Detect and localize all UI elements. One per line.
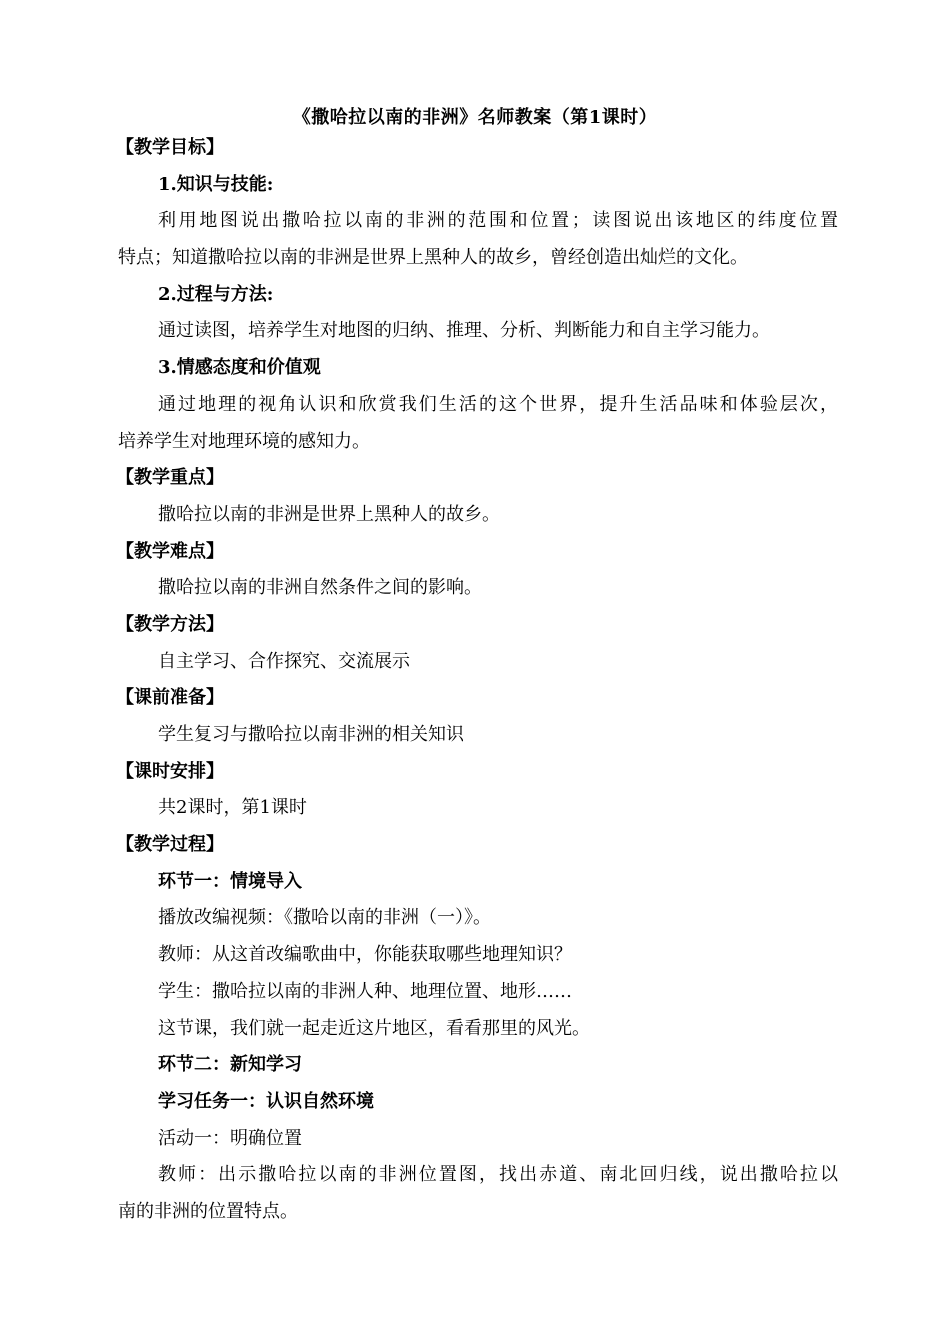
paragraph-schedule: 共2课时，第1课时	[158, 797, 307, 819]
section-heading-difficulty: 【教学难点】	[116, 540, 224, 562]
section-heading-process: 【教学过程】	[116, 834, 224, 856]
subheading-attitude: 3.情感态度和价值观	[158, 357, 321, 379]
document-title: 《撒哈拉以南的非洲》名师教案（第1课时）	[292, 107, 658, 128]
paragraph-activity1: 活动一：明确位置	[158, 1127, 302, 1149]
section-heading-objectives: 【教学目标】	[116, 137, 224, 158]
section-heading-preparation: 【课前准备】	[116, 687, 224, 709]
paragraph-knowledge-line1: 利用地图说出撒哈拉以南的非洲的范围和位置；读图说出该地区的纬度位置	[158, 210, 838, 232]
document-body	[118, 130, 838, 1231]
section-heading-method: 【教学方法】	[116, 613, 224, 635]
paragraph-attitude-line1: 通过地理的视角认识和欣赏我们生活的这个世界，提升生活品味和体验层次，	[158, 393, 838, 415]
subheading-step2: 环节二：新知学习	[158, 1054, 302, 1076]
paragraph-method: 自主学习、合作探究、交流展示	[158, 650, 410, 672]
paragraph-attitude-line2: 培养学生对地理环境的感知力。	[118, 430, 370, 452]
paragraph-step1-teacher: 教师：从这首改编歌曲中，你能获取哪些地理知识？	[158, 944, 572, 966]
subheading-process: 2.过程与方法:	[158, 283, 274, 305]
paragraph-difficulty: 撒哈拉以南的非洲自然条件之间的影响。	[158, 577, 482, 599]
paragraph-step1-closing: 这节课，我们就一起走近这片地区，看看那里的风光。	[158, 1017, 590, 1039]
paragraph-preparation: 学生复习与撒哈拉以南非洲的相关知识	[158, 724, 464, 745]
paragraph-key-point: 撒哈拉以南的非洲是世界上黑种人的故乡。	[158, 503, 500, 525]
subheading-step1: 环节一：情境导入	[158, 870, 302, 892]
section-heading-key-point: 【教学重点】	[116, 467, 224, 489]
paragraph-step2-teacher-line2: 南的非洲的位置特点。	[118, 1200, 298, 1222]
paragraph-step1-video: 播放改编视频：《撒哈以南的非洲（一）》。	[158, 907, 491, 929]
paragraph-step1-student: 学生：撒哈拉以南的非洲人种、地理位置、地形……	[158, 980, 572, 1002]
subheading-knowledge: 1.知识与技能:	[158, 173, 274, 195]
paragraph-knowledge-line2: 特点；知道撒哈拉以南的非洲是世界上黑种人的故乡，曾经创造出灿烂的文化。	[118, 247, 748, 269]
paragraph-step2-teacher-line1: 教师：出示撒哈拉以南的非洲位置图，找出赤道、南北回归线，说出撒哈拉以	[158, 1164, 838, 1186]
subheading-task1: 学习任务一：认识自然环境	[158, 1090, 374, 1112]
paragraph-process: 通过读图，培养学生对地图的归纳、推理、分析、判断能力和自主学习能力。	[158, 320, 770, 342]
section-heading-schedule: 【课时安排】	[116, 760, 224, 782]
